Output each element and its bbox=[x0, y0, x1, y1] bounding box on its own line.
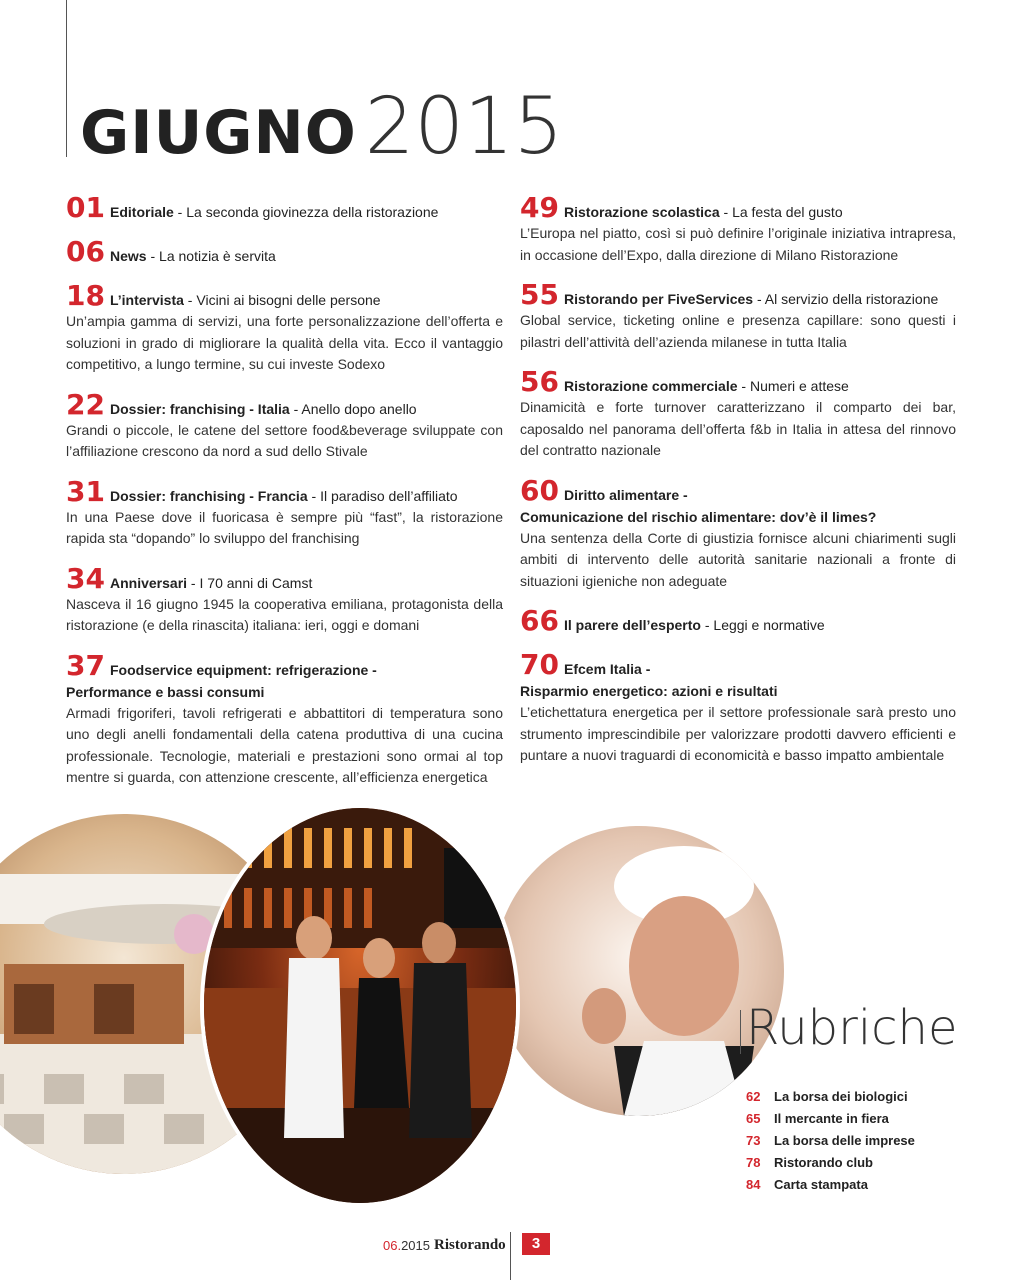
toc-entry-head bbox=[520, 193, 956, 223]
rubriche-item bbox=[746, 1108, 915, 1130]
toc-subtitle: Il paradiso dell’affiliato bbox=[320, 487, 458, 504]
chef-illustration bbox=[494, 826, 784, 1116]
footer-magazine-name: Ristorando bbox=[434, 1237, 506, 1253]
toc-entry-head bbox=[66, 237, 503, 267]
toc-subtitle: Numeri e attese bbox=[749, 378, 849, 394]
toc-title: Anniversari bbox=[110, 574, 188, 591]
toc-right-column bbox=[520, 193, 956, 781]
toc-subtitle: La seconda giovinezza della ristorazione bbox=[186, 204, 439, 220]
toc-heading bbox=[564, 484, 688, 506]
toc-page-number: 66 bbox=[520, 604, 559, 637]
top-vertical-rule bbox=[66, 0, 67, 157]
toc-title: Ristorazione scolastica bbox=[564, 204, 720, 220]
rubriche-page-number: 73 bbox=[746, 1133, 761, 1148]
bar-illustration bbox=[204, 808, 516, 1203]
toc-entry-head bbox=[66, 193, 503, 223]
rubriche-rule bbox=[740, 1010, 741, 1054]
toc-heading bbox=[110, 289, 381, 311]
toc-description: Global service, ticketing online e presenza capillare: sono questi i pilastri dell’attività dell’azienda milanese in tutta Italia bbox=[520, 312, 956, 350]
toc-title: Editoriale bbox=[110, 204, 174, 220]
footer-vertical-rule bbox=[510, 1232, 511, 1280]
toc-entry-head bbox=[520, 650, 956, 680]
toc-entry-head bbox=[520, 280, 956, 310]
toc-entry-head bbox=[66, 561, 503, 595]
toc-entry bbox=[520, 193, 956, 266]
toc-heading bbox=[110, 485, 458, 507]
toc-page-number: 34 bbox=[66, 561, 105, 595]
toc-entry-head bbox=[66, 648, 503, 682]
toc-title: Foodservice equipment: refrigerazione - bbox=[110, 661, 377, 678]
toc-page-number: 01 bbox=[66, 191, 105, 224]
toc-heading bbox=[110, 398, 417, 420]
toc-description: Armadi frigoriferi, tavoli refrigerati e abbattitori di temperatura sono uno degli anelli fondamentali della catena produttiva di una cucina professionale. Tecnologie, materiali e prestazioni sono ormai al top mentre si guarda, con attenzione crescente, all’efficienza energetica bbox=[66, 704, 503, 785]
issue-title bbox=[80, 82, 563, 172]
rubriche-list bbox=[746, 1086, 915, 1196]
toc-page-number: 49 bbox=[520, 191, 559, 224]
toc-entry bbox=[66, 281, 503, 376]
page-number: 3 bbox=[522, 1233, 550, 1255]
toc-separator: - bbox=[183, 292, 197, 308]
toc-title: Ristorazione commerciale bbox=[564, 378, 738, 394]
toc-title: Ristorando per FiveServices bbox=[564, 291, 754, 307]
toc-title: Dossier: franchising - Italia bbox=[110, 400, 290, 417]
toc-entry bbox=[520, 280, 956, 353]
toc-entry-head bbox=[66, 281, 503, 311]
toc-description: Nasceva il 16 giugno 1945 la cooperativa emiliana, protagonista della ristorazione (e della rinascita) italiana: ieri, oggi e domani bbox=[66, 595, 503, 633]
toc-page-number: 22 bbox=[66, 387, 105, 421]
toc-entry bbox=[66, 193, 503, 223]
toc-heading bbox=[564, 658, 650, 680]
toc-description: Grandi o piccole, le catene del settore food&beverage sviluppate con l’affiliazione crescono da nord a sud dello Stivale bbox=[66, 421, 503, 459]
rubriche-item bbox=[746, 1130, 915, 1152]
toc-separator: - bbox=[753, 291, 765, 307]
toc-title: Dossier: franchising - Francia bbox=[110, 487, 308, 504]
toc-subtitle: Vicini ai bisogni delle persone bbox=[196, 292, 381, 308]
toc-heading bbox=[564, 288, 938, 310]
rubriche-label: Il mercante in fiera bbox=[774, 1111, 889, 1126]
toc-entry-head bbox=[66, 474, 503, 508]
page-footer bbox=[383, 1235, 541, 1254]
rubriche-item bbox=[746, 1086, 915, 1108]
rubriche-item bbox=[746, 1152, 915, 1174]
toc-entry-head bbox=[520, 367, 956, 397]
toc-separator: - bbox=[737, 378, 750, 394]
toc-description: Dinamicità e forte turnover caratterizzano il comparto dei bar, caposaldo nel panorama dell’offerta f&b in Italia in attesa del rinnovo del contratto nazionale bbox=[520, 399, 956, 458]
toc-subtitle: Leggi e normative bbox=[713, 617, 825, 633]
toc-entry bbox=[520, 473, 956, 593]
toc-separator: - bbox=[173, 204, 187, 220]
toc-description: Un’ampia gamma di servizi, una forte personalizzazione dell’offerta e soluzioni in grado di migliorare la qualità della vita. Ecco il vantaggio competitivo, a lungo termine, su cui investe Sodexo bbox=[66, 313, 503, 372]
toc-description: In una Paese dove il fuoricasa è sempre più “fast”, la ristorazione rapida sta “dopando” lo sviluppo del franchising bbox=[66, 508, 503, 546]
toc-subtitle: La festa del gusto bbox=[732, 204, 843, 220]
toc-page-number: 18 bbox=[66, 279, 105, 312]
rubriche-page-number: 62 bbox=[746, 1089, 761, 1104]
toc-subheading: Performance e bassi consumi bbox=[66, 683, 265, 700]
toc-page-number: 60 bbox=[520, 473, 559, 507]
toc-entry bbox=[66, 648, 503, 789]
toc-description: L’etichettatura energetica per il settore professionale sarà presto uno strumento imprescindibile per valorizzare prodotti davvero efficienti e puntare a nuovi traguardi di economicità e basso impatto ambientale bbox=[520, 704, 956, 763]
rubriche-label: La borsa delle imprese bbox=[774, 1133, 915, 1148]
footer-date-month: 06. bbox=[383, 1238, 402, 1253]
toc-separator: - bbox=[700, 617, 714, 633]
toc-subtitle: Anello dopo anello bbox=[301, 400, 417, 417]
bar-photo bbox=[200, 804, 520, 1207]
rubriche-item bbox=[746, 1174, 915, 1196]
rubriche-label: Ristorando club bbox=[774, 1155, 873, 1170]
toc-heading bbox=[110, 659, 377, 681]
toc-page-number: 56 bbox=[520, 365, 559, 398]
rubriche-title: Rubriche bbox=[746, 1000, 958, 1056]
toc-entry bbox=[520, 367, 956, 462]
rubriche-page-number: 65 bbox=[746, 1111, 761, 1126]
toc-page-number: 70 bbox=[520, 648, 559, 681]
toc-separator: - bbox=[719, 204, 733, 220]
toc-heading bbox=[564, 375, 849, 397]
toc-subtitle: Al servizio della ristorazione bbox=[764, 291, 939, 307]
rubriche-page-number: 78 bbox=[746, 1155, 761, 1170]
toc-description: Una sentenza della Corte di giustizia fornisce alcuni chiarimenti sugli ambiti di intervento delle autorità sanitarie nazionali a fronte di situazioni igieniche non adeguate bbox=[520, 529, 956, 589]
toc-entry-head bbox=[520, 606, 956, 636]
toc-heading bbox=[110, 245, 276, 267]
toc-separator: - bbox=[307, 487, 321, 504]
toc-title: News bbox=[110, 248, 147, 264]
toc-separator: - bbox=[146, 248, 160, 264]
toc-page-number: 06 bbox=[66, 235, 105, 268]
toc-entry-head bbox=[520, 473, 956, 507]
issue-year: 2015 bbox=[364, 82, 564, 172]
toc-entry bbox=[520, 650, 956, 767]
toc-entry-head bbox=[66, 387, 503, 421]
toc-title: Il parere dell’esperto bbox=[564, 617, 701, 633]
toc-heading bbox=[110, 201, 438, 223]
toc-title: Efcem Italia - bbox=[564, 661, 651, 677]
rubriche-label: La borsa dei biologici bbox=[774, 1089, 908, 1104]
toc-entry bbox=[66, 474, 503, 550]
toc-separator: - bbox=[289, 400, 302, 417]
toc-entry bbox=[66, 237, 503, 267]
toc-subtitle: La notizia è servita bbox=[159, 248, 276, 264]
footer-date-year: 2015 bbox=[401, 1238, 430, 1253]
toc-heading bbox=[564, 201, 843, 223]
photo-collage bbox=[0, 800, 760, 1220]
rubriche-page-number: 84 bbox=[746, 1177, 761, 1192]
toc-left-column bbox=[66, 193, 503, 803]
toc-separator: - bbox=[187, 574, 200, 591]
toc-subheading: Comunicazione del rischio alimentare: dov’è il limes? bbox=[520, 508, 877, 525]
toc-entry bbox=[66, 561, 503, 637]
toc-heading bbox=[564, 614, 825, 636]
toc-page-number: 37 bbox=[66, 648, 105, 682]
rubriche-label: Carta stampata bbox=[774, 1177, 868, 1192]
chef-photo bbox=[490, 822, 788, 1120]
toc-title: L’intervista bbox=[110, 292, 184, 308]
issue-month: GIUGNO bbox=[80, 98, 357, 168]
toc-description: L’Europa nel piatto, così si può definire l’originale iniziativa intrapresa, in occasione dell’Expo, dalla direzione di Milano Ristorazione bbox=[520, 225, 956, 263]
toc-page-number: 31 bbox=[66, 474, 105, 508]
toc-page-number: 55 bbox=[520, 278, 559, 311]
toc-subtitle: I 70 anni di Camst bbox=[199, 574, 313, 591]
toc-title: Diritto alimentare - bbox=[564, 486, 688, 503]
toc-entry bbox=[66, 387, 503, 463]
toc-heading bbox=[110, 572, 312, 594]
toc-entry bbox=[520, 606, 956, 636]
toc-subheading: Risparmio energetico: azioni e risultati bbox=[520, 683, 778, 699]
